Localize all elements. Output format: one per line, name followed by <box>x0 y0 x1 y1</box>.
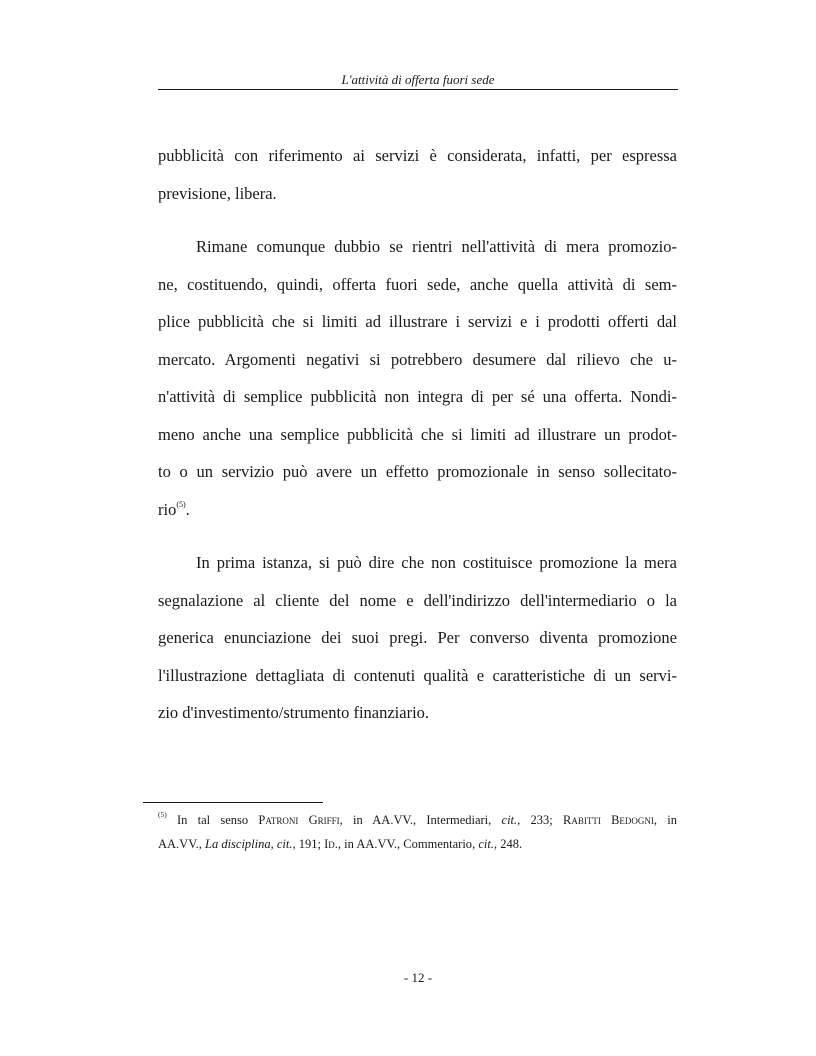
footnote-marker: (5) <box>158 810 167 819</box>
ibidem-abbrev <box>324 837 335 851</box>
text-fragment: 248. <box>497 837 523 851</box>
text-fragment: atroni <box>265 813 309 827</box>
footnote-reference[interactable]: (5) <box>176 499 186 509</box>
paragraph-1 <box>158 137 677 212</box>
citation-abbrev: , cit., <box>472 837 498 851</box>
text-line: ne, costituendo, quindi, offerta fuori sede, anche quella attività di sem- <box>158 274 677 294</box>
footnote-line <box>158 808 677 832</box>
text-fragment: edogni <box>619 813 654 827</box>
text-fragment: G <box>308 813 318 827</box>
text-line: n'attività di semplice pubblicità non integra di per sé una offerta. Nondi- <box>158 387 677 406</box>
text-fragment: , in AA.VV., Intermediari, <box>339 813 502 827</box>
citation-abbrev: cit. <box>501 813 518 827</box>
text-line: meno anche una semplice pubblicità che si limiti ad illustrare un prodot- <box>158 424 677 444</box>
text-fragment: abitti <box>571 813 612 827</box>
text-fragment: , 233; <box>517 813 563 827</box>
paragraph-2 <box>158 228 677 528</box>
text-fragment: I <box>324 837 329 851</box>
book-title: La disciplina, cit., <box>205 837 296 851</box>
running-header: L'attività di offerta fuori sede <box>341 72 495 87</box>
text-fragment: In tal senso <box>166 813 259 827</box>
text-line: Rimane comunque dubbio se rientri nell'attività di mera promozio- <box>196 237 677 256</box>
main-text <box>158 137 677 732</box>
text-line: generica enunciazione dei suoi pregi. Per converso diventa promozione <box>158 628 677 647</box>
paragraph-3 <box>158 544 677 732</box>
page-number: - 12 - <box>403 970 433 985</box>
text-line <box>158 491 677 529</box>
author-name <box>563 813 654 827</box>
text-fragment: rio <box>158 499 177 519</box>
text-line: In prima istanza, si può dire che non costituisce promozione la mera <box>196 553 677 572</box>
text-fragment: P <box>258 813 266 827</box>
text-line: l'illustrazione dettagliata di contenuti qualità e caratteristiche di un servi- <box>158 665 677 685</box>
text-fragment: ., in AA.VV., Commentario <box>334 837 473 851</box>
text-line: segnalazione al cliente del nome e dell'indirizzo dell'intermediario o la <box>158 590 677 610</box>
text-fragment: 191; <box>295 837 325 851</box>
text-line: previsione, libera. <box>158 183 277 203</box>
footnote <box>158 808 677 856</box>
text-fragment: d <box>328 837 335 851</box>
text-fragment: , in <box>653 813 677 827</box>
footnote-divider <box>143 802 323 803</box>
text-line: to o un servizio può avere un effetto promozionale in senso sollecitato- <box>158 462 677 481</box>
text-fragment: . <box>185 499 190 519</box>
text-line: plice pubblicità che si limiti ad illustrare i servizi e i prodotti offerti dal <box>158 312 677 331</box>
text-fragment: AA.VV., <box>158 837 205 851</box>
header-divider <box>158 89 678 90</box>
text-fragment: R <box>562 813 572 827</box>
text-line: zio d'investimento/strumento finanziario. <box>158 703 430 722</box>
author-name <box>258 813 339 827</box>
text-line: pubblicità con riferimento ai servizi è considerata, infatti, per espressa <box>158 146 677 165</box>
text-line: mercato. Argomenti negativi si potrebbero desumere dal rilievo che u- <box>158 349 677 369</box>
text-fragment: B <box>611 813 620 827</box>
text-fragment: riffi <box>317 813 340 827</box>
footnote-line <box>158 832 677 856</box>
